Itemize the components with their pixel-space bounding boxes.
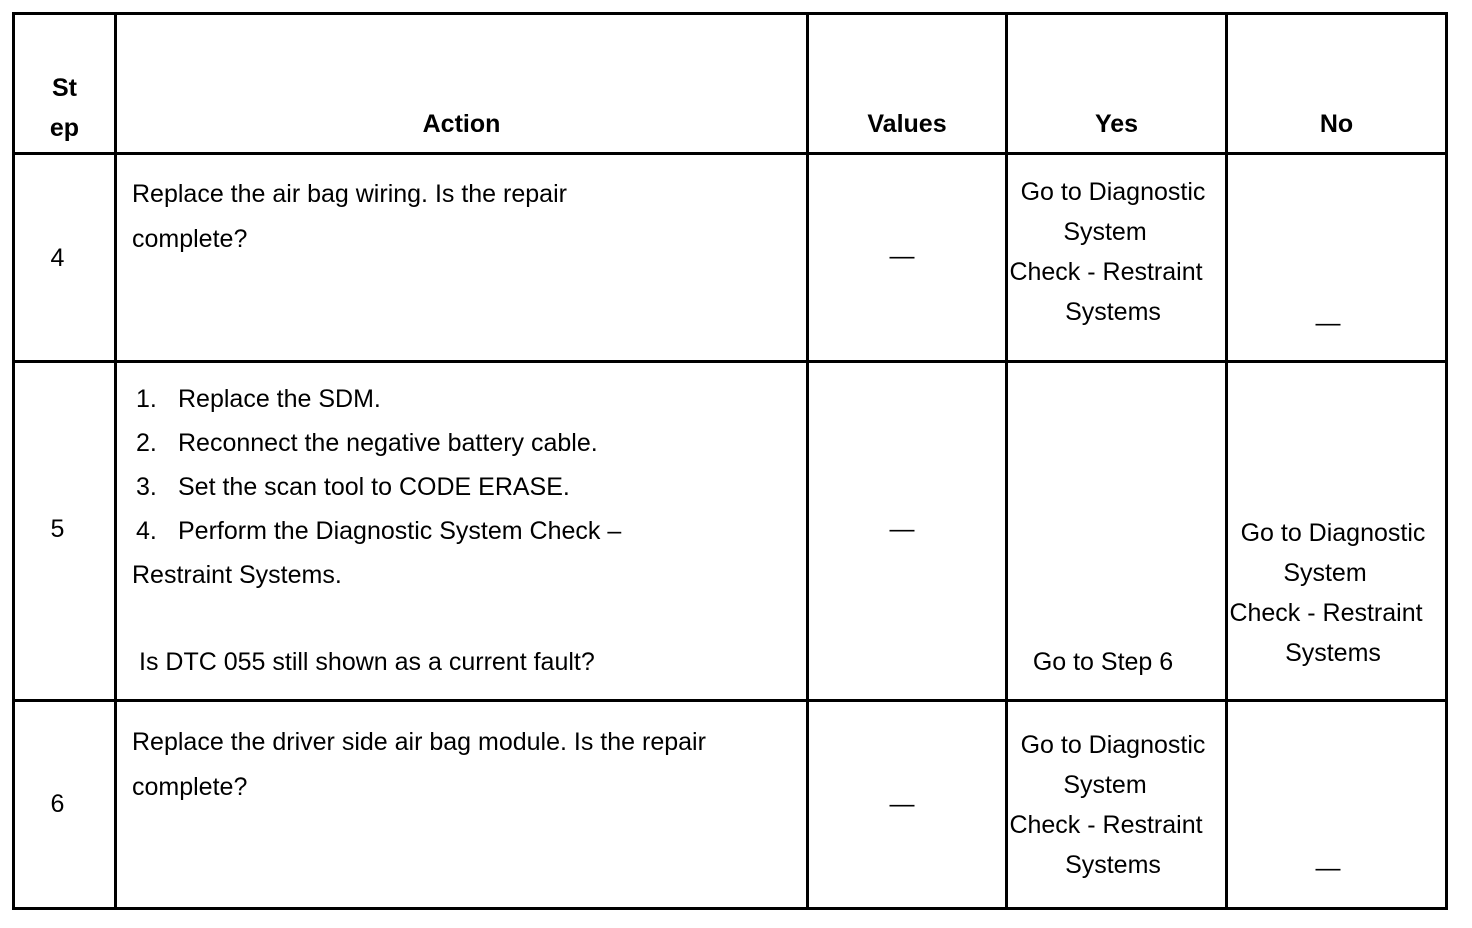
yes-line: System <box>1063 771 1147 799</box>
values-cell: — <box>889 515 915 543</box>
action-list <box>132 380 792 594</box>
yes-cell <box>1008 172 1218 332</box>
no-line: Check - Restraint <box>1229 599 1423 627</box>
list-number: 4. <box>136 517 157 545</box>
list-number: 1. <box>136 385 157 413</box>
values-cell: — <box>889 790 915 818</box>
column-divider <box>1225 12 1228 910</box>
no-cell <box>1228 513 1438 673</box>
list-text: Replace the SDM. <box>178 385 381 413</box>
yes-line: Go to Diagnostic <box>1020 731 1206 759</box>
list-item <box>132 380 792 418</box>
column-divider <box>114 12 117 910</box>
list-text: Reconnect the negative battery cable. <box>178 429 598 457</box>
action-text: Replace the driver side air bag module. Is the repair complete? <box>132 728 706 801</box>
no-cell: — <box>1315 309 1341 337</box>
list-text: Perform the Diagnostic System Check – <box>178 517 622 545</box>
list-continuation: Restraint Systems. <box>132 561 342 589</box>
action-question: Is DTC 055 still shown as a current fault? <box>139 648 595 676</box>
row-divider <box>12 699 1448 702</box>
header-divider <box>12 152 1448 155</box>
diagnostic-table <box>12 12 1448 910</box>
list-text: Set the scan tool to CODE ERASE. <box>178 473 570 501</box>
yes-cell: Go to Step 6 <box>1032 648 1174 676</box>
header-action: Action <box>422 110 501 138</box>
row-divider <box>12 360 1448 363</box>
header-step <box>15 68 114 148</box>
header-values: Values <box>867 110 947 138</box>
list-number: 2. <box>136 429 157 457</box>
yes-line: Systems <box>1065 851 1161 879</box>
action-text: Replace the air bag wiring. Is the repair complete? <box>132 180 567 253</box>
list-item <box>132 468 792 506</box>
table-border-right <box>1445 12 1448 910</box>
yes-line: Systems <box>1065 298 1161 326</box>
yes-line: System <box>1063 218 1147 246</box>
header-step-line2: ep <box>49 114 80 142</box>
yes-line: Check - Restraint <box>1009 258 1203 286</box>
yes-line: Check - Restraint <box>1009 811 1203 839</box>
header-yes: Yes <box>1094 110 1139 138</box>
list-item <box>132 512 792 550</box>
yes-cell <box>1008 725 1218 885</box>
values-cell: — <box>889 242 915 270</box>
step-number: 4 <box>50 244 65 272</box>
list-number: 3. <box>136 473 157 501</box>
column-divider <box>806 12 809 910</box>
header-no: No <box>1319 110 1354 138</box>
no-line: Systems <box>1285 639 1381 667</box>
no-line: Go to Diagnostic <box>1240 519 1426 547</box>
header-step-line1: St <box>52 74 77 102</box>
list-item <box>132 424 792 462</box>
yes-line: Go to Diagnostic <box>1020 178 1206 206</box>
no-line: System <box>1283 559 1367 587</box>
table-border-bottom <box>12 907 1448 910</box>
no-cell: — <box>1315 854 1341 882</box>
table-border-top <box>12 12 1448 15</box>
step-number: 6 <box>50 790 65 818</box>
step-number: 5 <box>50 515 65 543</box>
